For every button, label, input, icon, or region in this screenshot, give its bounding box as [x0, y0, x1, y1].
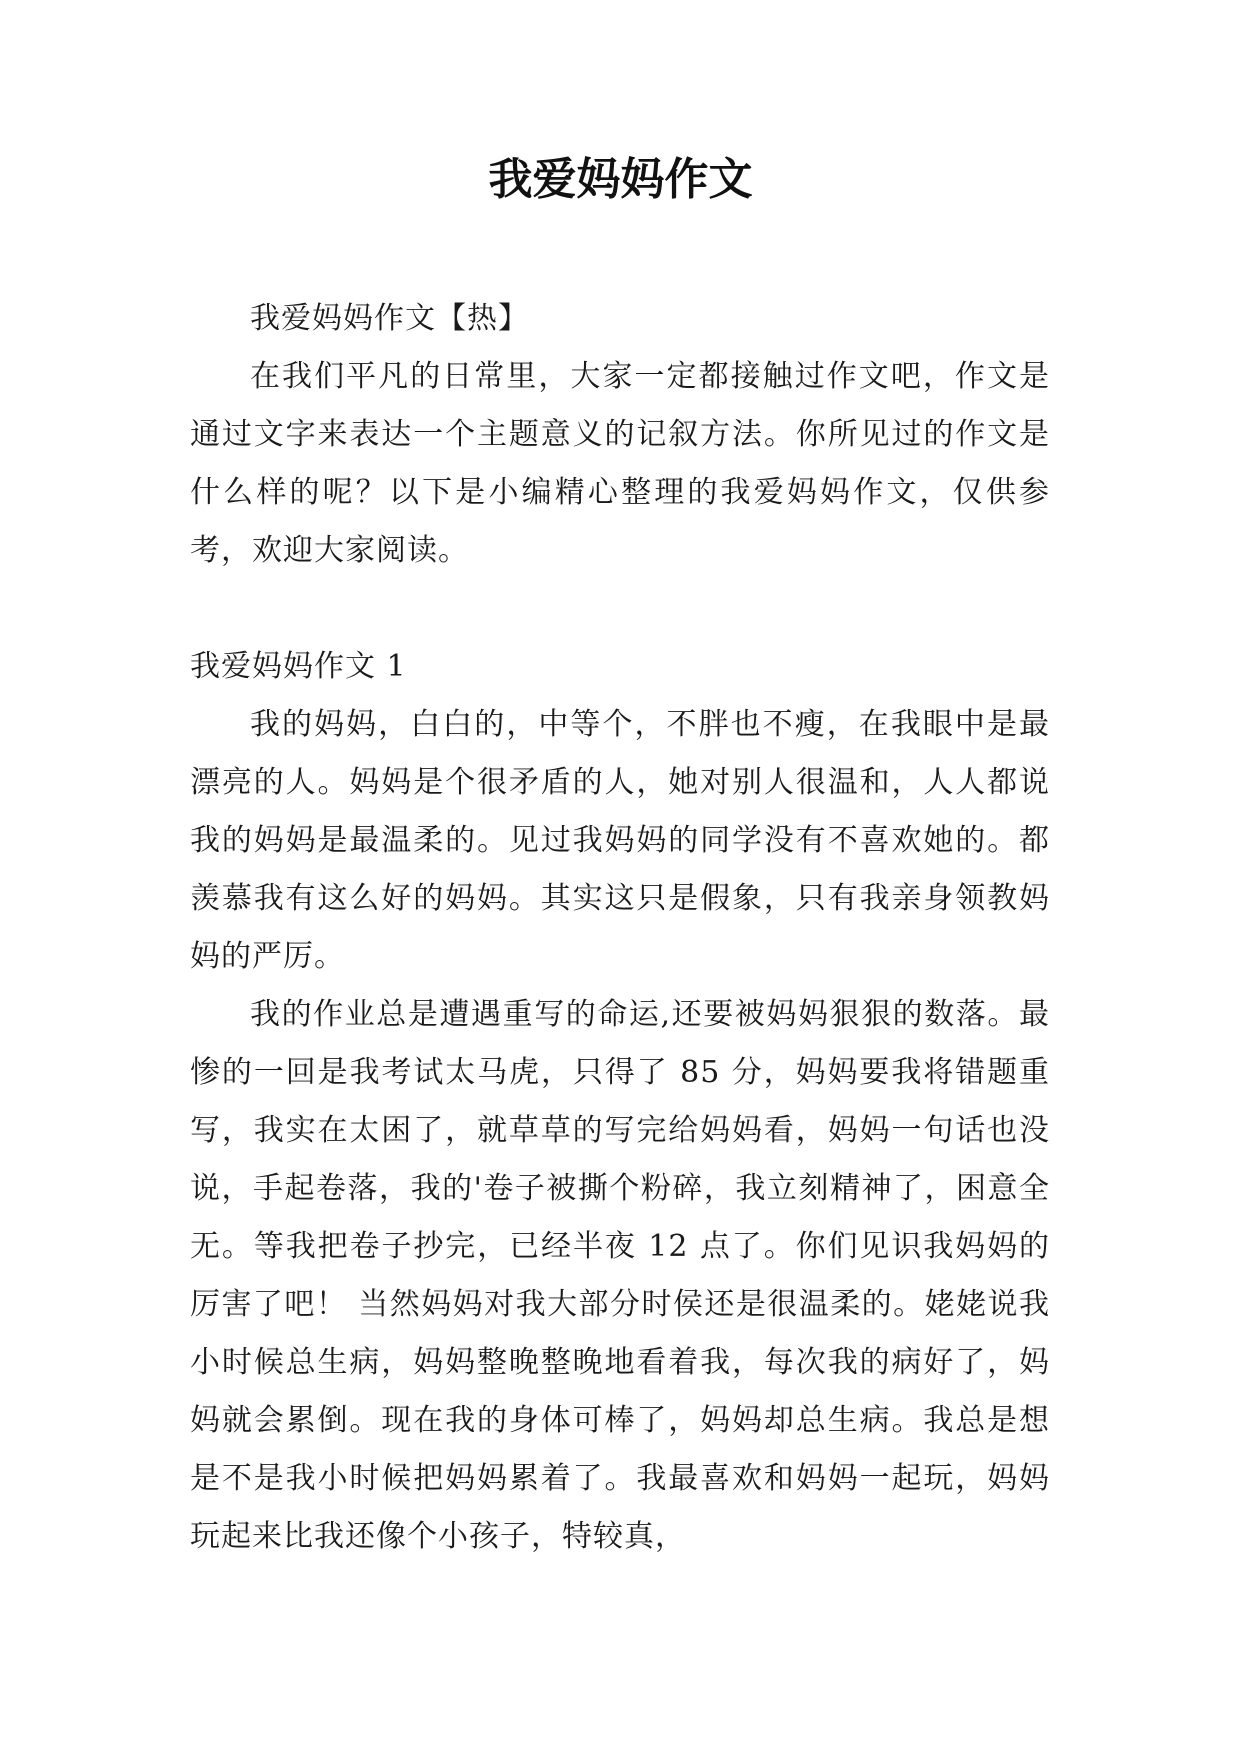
intro-paragraph: 在我们平凡的日常里，大家一定都接触过作文吧，作文是通过文字来表达一个主题意义的记叙方法。你所见过的作文是什么样的呢？以下是小编精心整理的我爱妈妈作文，仅供参考，欢迎大家阅读。	[190, 359, 1050, 568]
section-spacer	[190, 580, 1050, 638]
document-title: 我爱妈妈作文	[488, 154, 753, 205]
document-body	[190, 290, 1050, 1566]
essay-1-paragraph-1: 我的妈妈，白白的，中等个，不胖也不瘦，在我眼中是最漂亮的人。妈妈是个很矛盾的人，她对别人很温和，人人都说我的妈妈是最温柔的。见过我妈妈的同学没有不喜欢她的。都羡慕我有这么好的妈妈。其实这只是假象，只有我亲身领教妈妈的严厉。	[190, 707, 1050, 974]
essay-1-heading: 我爱妈妈作文 1	[190, 649, 407, 684]
intro-heading: 我爱妈妈作文【热】	[250, 301, 529, 336]
essay-1-paragraph-2: 我的作业总是遭遇重写的命运,还要被妈妈狠狠的数落。最惨的一回是我考试太马虎，只得了 85 分，妈妈要我将错题重写，我实在太困了，就草草的写完给妈妈看，妈妈一句话也没说，手起卷落，我的'卷子被撕个粉碎，我立刻精神了，困意全无。等我把卷子抄完，已经半夜 12 点了。你们见识我妈妈的厉害了吧！ 当然妈妈对我大部分时侯还是很温柔的。姥姥说我小时候总生病，妈妈整晚整晚地看着我，每次我的病好了，妈妈就会累倒。现在我的身体可棒了，妈妈却总生病。我总是想是不是我小时候把妈妈累着了。我最喜欢和妈妈一起玩，妈妈玩起来比我还像个小孩子，特较真，	[190, 997, 1050, 1554]
